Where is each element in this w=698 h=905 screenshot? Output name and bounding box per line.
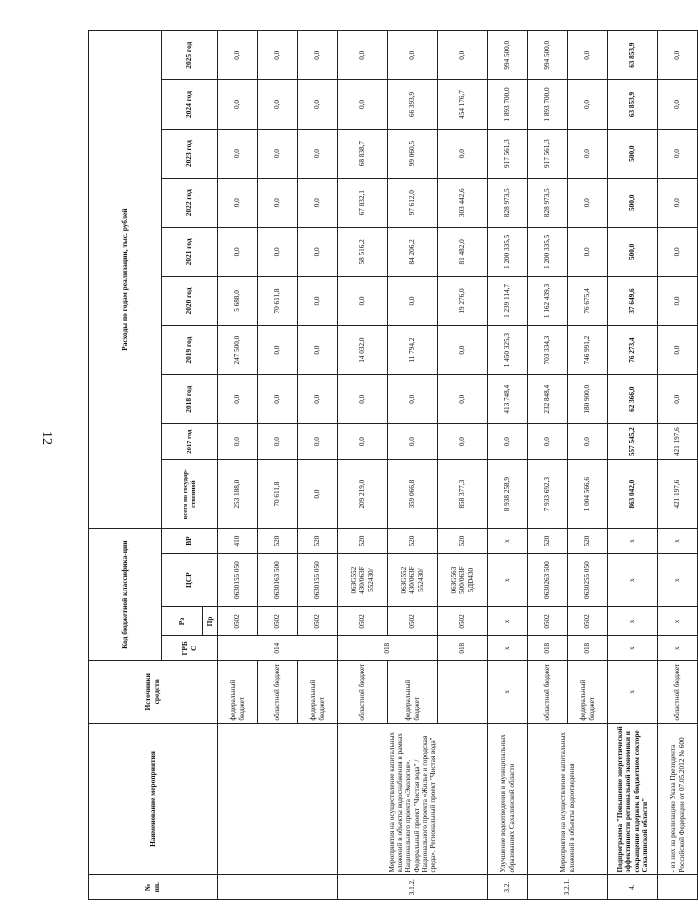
cell-2018: 232 848,4 xyxy=(528,375,568,424)
cell-2018: 0,0 xyxy=(258,375,298,424)
budget-table xyxy=(88,30,698,900)
header-source: Источники средств xyxy=(89,661,218,724)
cell-rzpr: х xyxy=(608,607,658,636)
cell-2023: 0,0 xyxy=(258,129,298,178)
cell-total: 0,0 xyxy=(298,460,338,529)
cell-2018: 0,0 xyxy=(338,375,388,424)
cell-2022: 303 442,6 xyxy=(438,178,488,227)
cell-2019: 0,0 xyxy=(658,326,698,375)
header-2025: 2025 год xyxy=(162,31,218,80)
cell-2017: 0,0 xyxy=(388,424,438,460)
cell-num: 3.2. xyxy=(488,875,528,900)
cell-grbs: х xyxy=(658,636,698,661)
cell-2019: 0,0 xyxy=(298,326,338,375)
cell-2018: 0,0 xyxy=(298,375,338,424)
cell-2024: 0,0 xyxy=(568,80,608,129)
cell-2021: 0,0 xyxy=(658,227,698,276)
cell-2022: 0,0 xyxy=(298,178,338,227)
cell-2024: 1 893 700,0 xyxy=(488,80,528,129)
cell-2017: 0,0 xyxy=(488,424,528,460)
cell-vr: 410 xyxy=(218,529,258,554)
cell-name: Мероприятия на осуществление капитальных вложений в объекты водоотведения xyxy=(528,723,608,875)
page-number: 12 xyxy=(39,431,54,445)
header-2019: 2019 год xyxy=(162,326,218,375)
cell-name: Улучшение водоотведения в муниципальных образованиях Сахалинской области xyxy=(488,723,528,875)
cell-2020: 0,0 xyxy=(658,276,698,325)
cell-csr: 0630255 050 xyxy=(568,553,608,607)
cell-2023: 0,0 xyxy=(568,129,608,178)
cell-csr: 063G552 430/063F 552430/ xyxy=(338,553,388,607)
cell-grbs: 014 xyxy=(218,636,338,661)
cell-csr: 063G563 500/063F 5ДD430 xyxy=(438,553,488,607)
cell-source: х xyxy=(608,661,658,724)
cell-grbs: 018 xyxy=(568,636,608,661)
cell-total: 421 197,6 xyxy=(658,460,698,529)
cell-2023: 0,0 xyxy=(298,129,338,178)
cell-vr: 520 xyxy=(568,529,608,554)
cell-2020: 0,0 xyxy=(388,276,438,325)
cell-2017: 0,0 xyxy=(258,424,298,460)
cell-2022: 97 612,0 xyxy=(388,178,438,227)
cell-2020: 76 675,4 xyxy=(568,276,608,325)
cell-2020: 0,0 xyxy=(298,276,338,325)
cell-source: областной бюджет xyxy=(258,661,298,724)
cell-2020: 1 239 114,7 xyxy=(488,276,528,325)
cell-total: 7 933 692,3 xyxy=(528,460,568,529)
header-csr: ЦСР xyxy=(162,553,218,607)
cell-rzpr: 0502 xyxy=(568,607,608,636)
cell-source: областной бюджет xyxy=(338,661,388,724)
cell-rzpr: 0502 xyxy=(218,607,258,636)
cell-2017: 0,0 xyxy=(438,424,488,460)
cell-2021: 81 482,0 xyxy=(438,227,488,276)
cell-total: 863 042,0 xyxy=(608,460,658,529)
cell-csr: х xyxy=(488,553,528,607)
cell-2017: 557 545,2 xyxy=(608,424,658,460)
cell-2022: 828 973,5 xyxy=(528,178,568,227)
cell-2017: 0,0 xyxy=(298,424,338,460)
cell-rzpr: 0502 xyxy=(388,607,438,636)
cell-rzpr: х xyxy=(658,607,698,636)
cell-name xyxy=(218,723,338,875)
cell-name: - из них на реализацию Указа Президента Российской Федерации от 07.05.2012 № 600 xyxy=(658,723,698,875)
cell-rzpr: 0502 xyxy=(528,607,568,636)
cell-vr: 520 xyxy=(258,529,298,554)
cell-2021: 1 200 335,5 xyxy=(528,227,568,276)
cell-2019: 76 273,4 xyxy=(608,326,658,375)
header-2017: 2017 год xyxy=(162,424,218,460)
cell-num xyxy=(658,875,698,900)
cell-grbs: х xyxy=(488,636,528,661)
cell-csr: 0630155 050 xyxy=(218,553,258,607)
cell-vr: х xyxy=(488,529,528,554)
header-2024: 2024 год xyxy=(162,80,218,129)
cell-2021: 0,0 xyxy=(218,227,258,276)
cell-2018: 413 748,4 xyxy=(488,375,528,424)
table-row xyxy=(528,31,568,900)
cell-2018: 0,0 xyxy=(438,375,488,424)
cell-source xyxy=(438,661,488,724)
cell-2023: 917 561,3 xyxy=(528,129,568,178)
cell-2021: 1 200 335,5 xyxy=(488,227,528,276)
cell-2024: 0,0 xyxy=(658,80,698,129)
cell-2022: 0,0 xyxy=(658,178,698,227)
table-row xyxy=(338,31,388,900)
header-2018: 2018 год xyxy=(162,375,218,424)
cell-source: областной бюджет xyxy=(658,661,698,724)
rotated-table-area xyxy=(88,30,686,900)
cell-grbs: 018 xyxy=(438,636,488,661)
cell-vr: 520 xyxy=(338,529,388,554)
cell-grbs: х xyxy=(608,636,658,661)
cell-2019: 1 450 325,3 xyxy=(488,326,528,375)
cell-2019: 247 500,0 xyxy=(218,326,258,375)
cell-2024: 0,0 xyxy=(298,80,338,129)
cell-source: федеральный бюджет xyxy=(218,661,258,724)
cell-2023: 917 561,3 xyxy=(488,129,528,178)
cell-2022: 828 973,5 xyxy=(488,178,528,227)
cell-2025: 0,0 xyxy=(298,31,338,80)
cell-2024: 63 853,9 xyxy=(608,80,658,129)
cell-2021: 58 516,2 xyxy=(338,227,388,276)
cell-2019: 0,0 xyxy=(258,326,298,375)
header-2022: 2022 год xyxy=(162,178,218,227)
cell-vr: 520 xyxy=(528,529,568,554)
cell-num xyxy=(218,875,338,900)
cell-vr: х xyxy=(608,529,658,554)
cell-total: 209 219,0 xyxy=(338,460,388,529)
header-name: Наименование мероприятия xyxy=(89,723,218,875)
cell-2020: 19 276,0 xyxy=(438,276,488,325)
cell-rzpr: 0502 xyxy=(258,607,298,636)
table-row xyxy=(608,31,658,900)
cell-total: 1 004 566,6 xyxy=(568,460,608,529)
cell-2018: 0,0 xyxy=(658,375,698,424)
header-grbs: ГРБ С xyxy=(162,636,218,661)
header-vr: ВР xyxy=(162,529,218,554)
cell-csr: 0630155 050 xyxy=(298,553,338,607)
cell-csr: х xyxy=(658,553,698,607)
cell-2019: 0,0 xyxy=(438,326,488,375)
cell-2025: 0,0 xyxy=(338,31,388,80)
header-pr: Пр xyxy=(203,607,218,636)
cell-2024: 1 893 700,0 xyxy=(528,80,568,129)
cell-2017: 421 197,6 xyxy=(658,424,698,460)
table-row xyxy=(218,31,258,900)
cell-2018: 180 900,0 xyxy=(568,375,608,424)
cell-2019: 11 794,2 xyxy=(388,326,438,375)
cell-2025: 0,0 xyxy=(438,31,488,80)
header-expenses: Расходы по годам реализации, тыс. рублей xyxy=(89,31,162,529)
cell-csr: 0630263 500 xyxy=(528,553,568,607)
cell-total: 253 188,0 xyxy=(218,460,258,529)
cell-2025: 994 500,0 xyxy=(528,31,568,80)
cell-2025: 994 500,0 xyxy=(488,31,528,80)
header-budget-code: Код бюджетной классифика-ции xyxy=(89,529,162,661)
cell-2024: 0,0 xyxy=(338,80,388,129)
cell-total: 70 611,8 xyxy=(258,460,298,529)
cell-rzpr: х xyxy=(488,607,528,636)
cell-csr: х xyxy=(608,553,658,607)
cell-2023: 0,0 xyxy=(218,129,258,178)
cell-source: федеральный бюджет xyxy=(388,661,438,724)
cell-num: 3.1.2. xyxy=(338,875,488,900)
cell-2022: 0,0 xyxy=(568,178,608,227)
cell-grbs: 018 xyxy=(338,636,438,661)
cell-total: 359 066,8 xyxy=(388,460,438,529)
header-total: всего по государ-ственной xyxy=(162,460,218,529)
cell-2023: 68 838,7 xyxy=(338,129,388,178)
cell-2020: 5 688,0 xyxy=(218,276,258,325)
cell-2022: 67 832,1 xyxy=(338,178,388,227)
cell-2018: 0,0 xyxy=(388,375,438,424)
cell-2019: 703 334,3 xyxy=(528,326,568,375)
cell-2020: 0,0 xyxy=(338,276,388,325)
header-rz: Рз xyxy=(162,607,203,636)
rotated-page-content xyxy=(88,30,686,900)
cell-2025: 63 853,9 xyxy=(608,31,658,80)
cell-source: х xyxy=(488,661,528,724)
cell-2022: 0,0 xyxy=(218,178,258,227)
cell-num: 4. xyxy=(608,875,658,900)
cell-2024: 454 176,7 xyxy=(438,80,488,129)
cell-source: федеральный бюджет xyxy=(298,661,338,724)
cell-2021: 500,0 xyxy=(608,227,658,276)
cell-rzpr: 0502 xyxy=(438,607,488,636)
cell-2017: 0,0 xyxy=(218,424,258,460)
cell-2023: 0,0 xyxy=(438,129,488,178)
cell-total: 8 938 258,9 xyxy=(488,460,528,529)
cell-source: федеральный бюджет xyxy=(568,661,608,724)
cell-2020: 1 162 439,3 xyxy=(528,276,568,325)
cell-grbs: 018 xyxy=(528,636,568,661)
cell-num: 3.2.1. xyxy=(528,875,608,900)
cell-2018: 0,0 xyxy=(218,375,258,424)
cell-2024: 0,0 xyxy=(258,80,298,129)
cell-name: Подпрограмма "Повышение энергетической эффективности региональной экономики и сокращение издержек в бюджетном секторе Сахалинской области" xyxy=(608,723,658,875)
cell-csr: 063G552 430/063F 552430/ xyxy=(388,553,438,607)
cell-vr: х xyxy=(658,529,698,554)
cell-name: Мероприятия на осуществление капитальных вложений в объекты водоснабжения в рамках Национального проекта «Экология». Федеральный проект "Чистая вода" / Национального проекта «Жилье и городская среда». Региональный проект "Чистая вода" xyxy=(338,723,488,875)
cell-total: 858 377,3 xyxy=(438,460,488,529)
cell-2020: 70 611,8 xyxy=(258,276,298,325)
cell-2019: 746 991,2 xyxy=(568,326,608,375)
cell-rzpr: 0502 xyxy=(298,607,338,636)
cell-2021: 0,0 xyxy=(298,227,338,276)
cell-vr: 520 xyxy=(388,529,438,554)
cell-2025: 0,0 xyxy=(388,31,438,80)
cell-2022: 0,0 xyxy=(258,178,298,227)
cell-2025: 0,0 xyxy=(568,31,608,80)
cell-2017: 0,0 xyxy=(338,424,388,460)
cell-2024: 0,0 xyxy=(218,80,258,129)
cell-vr: 520 xyxy=(438,529,488,554)
cell-csr: 0630163 500 xyxy=(258,553,298,607)
table-row xyxy=(658,31,698,900)
cell-2023: 99 060,5 xyxy=(388,129,438,178)
cell-2017: 0,0 xyxy=(528,424,568,460)
cell-2025: 0,0 xyxy=(658,31,698,80)
cell-source: областной бюджет xyxy=(528,661,568,724)
cell-2025: 0,0 xyxy=(218,31,258,80)
cell-2023: 500,0 xyxy=(608,129,658,178)
header-num: № пп. xyxy=(89,875,218,900)
cell-2017: 0,0 xyxy=(568,424,608,460)
cell-2021: 0,0 xyxy=(258,227,298,276)
cell-rzpr: 0502 xyxy=(338,607,388,636)
header-2020: 2020 год xyxy=(162,276,218,325)
cell-vr: 520 xyxy=(298,529,338,554)
header-2021: 2021 год xyxy=(162,227,218,276)
cell-2020: 37 649,6 xyxy=(608,276,658,325)
table-row xyxy=(488,31,528,900)
header-2023: 2023 год xyxy=(162,129,218,178)
cell-2021: 0,0 xyxy=(568,227,608,276)
cell-2021: 84 206,2 xyxy=(388,227,438,276)
cell-2022: 500,0 xyxy=(608,178,658,227)
cell-2023: 0,0 xyxy=(658,129,698,178)
cell-2019: 14 032,0 xyxy=(338,326,388,375)
cell-2025: 0,0 xyxy=(258,31,298,80)
cell-2024: 66 393,9 xyxy=(388,80,438,129)
cell-2018: 62 366,0 xyxy=(608,375,658,424)
